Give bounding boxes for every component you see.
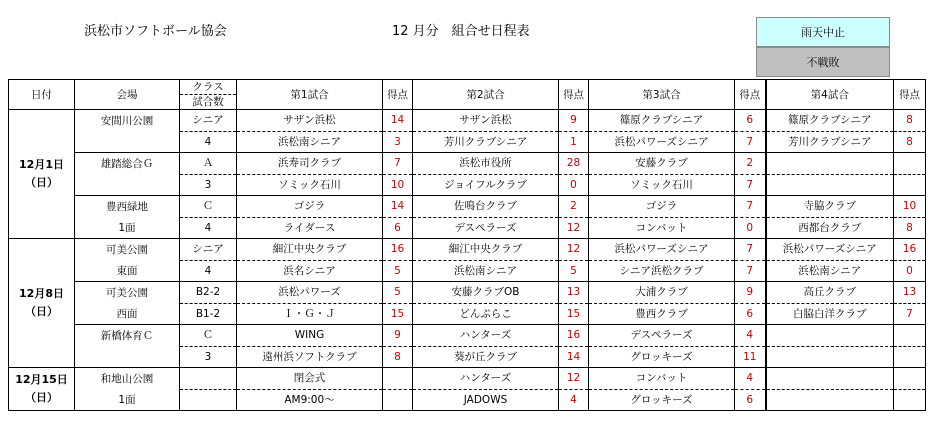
game3-cell: ソミック石川 <box>589 174 735 196</box>
game1-cell: 浜松パワーズ <box>237 282 383 304</box>
class-cell: シニア <box>180 110 237 132</box>
col-venue: 会場 <box>75 80 180 110</box>
game2-cell: 葵が丘クラブ <box>413 346 559 368</box>
table-row <box>9 153 926 175</box>
score2-cell: 12 <box>559 217 589 239</box>
date-cell <box>9 239 75 368</box>
score4-cell <box>894 368 926 390</box>
col-score4: 得点 <box>894 80 926 110</box>
game3-cell: 大浦クラブ <box>589 282 735 304</box>
table-row <box>9 346 926 368</box>
class-cell: 3 <box>180 174 237 196</box>
header-row <box>9 80 926 110</box>
association-title: 浜松市ソフトボール協会 <box>84 24 227 39</box>
score4-cell <box>894 153 926 175</box>
legend-forfeit: 不戦敗 <box>756 47 890 77</box>
date-weekday: （日） <box>25 305 58 318</box>
col-score3: 得点 <box>735 80 766 110</box>
score4-cell: 0 <box>894 260 926 282</box>
score4-cell <box>894 325 926 347</box>
venue-cell: 雄踏総合Ｇ <box>75 153 180 175</box>
class-cell: 4 <box>180 260 237 282</box>
score4-cell <box>894 389 926 411</box>
venue-cell: 東面 <box>75 260 180 282</box>
table-row <box>9 174 926 196</box>
date-weekday: （日） <box>25 391 58 404</box>
score2-cell: 0 <box>559 174 589 196</box>
game3-cell: ゴジラ <box>589 196 735 218</box>
score4-cell: 16 <box>894 239 926 261</box>
table-row <box>9 131 926 153</box>
score3-cell: 7 <box>735 239 766 261</box>
score4-cell <box>894 346 926 368</box>
score3-cell: 4 <box>735 325 766 347</box>
schedule-table <box>8 79 926 411</box>
score1-cell <box>383 389 413 411</box>
score1-cell: 8 <box>383 346 413 368</box>
venue-cell: 可美公園 <box>75 239 180 261</box>
score1-cell: 10 <box>383 174 413 196</box>
score2-cell: 14 <box>559 346 589 368</box>
class-cell: B1-2 <box>180 303 237 325</box>
class-cell: Ｃ <box>180 196 237 218</box>
game2-cell: 芳川クラブシニア <box>413 131 559 153</box>
game2-cell: 浜松南シニア <box>413 260 559 282</box>
score4-cell: 8 <box>894 217 926 239</box>
game4-cell: 篠原クラブシニア <box>766 110 894 132</box>
score2-cell: 5 <box>559 260 589 282</box>
score4-cell: 8 <box>894 110 926 132</box>
table-row <box>9 110 926 132</box>
score4-cell: 10 <box>894 196 926 218</box>
venue-cell: 1面 <box>75 389 180 411</box>
table-row <box>9 389 926 411</box>
game3-cell: 豊西クラブ <box>589 303 735 325</box>
col-games-label: 試合数 <box>192 96 224 108</box>
game2-cell: JADOWS <box>413 389 559 411</box>
class-cell: 4 <box>180 217 237 239</box>
score4-cell: 8 <box>894 131 926 153</box>
class-cell <box>180 368 237 390</box>
game3-cell: 篠原クラブシニア <box>589 110 735 132</box>
col-game3: 第3試合 <box>589 80 735 110</box>
class-cell: シニア <box>180 239 237 261</box>
legend-rain-cancel: 雨天中止 <box>756 17 890 47</box>
game1-cell: 浜寿司クラブ <box>237 153 383 175</box>
score3-cell: 7 <box>735 174 766 196</box>
score1-cell: 7 <box>383 153 413 175</box>
score3-cell: 6 <box>735 389 766 411</box>
game1-cell: 閉会式 <box>237 368 383 390</box>
score3-cell: 7 <box>735 196 766 218</box>
game3-cell: 浜松パワーズシニア <box>589 239 735 261</box>
col-class-label: クラス <box>180 80 236 95</box>
game4-cell: 芳川クラブシニア <box>766 131 894 153</box>
schedule-title: 12 月分 組合せ日程表 <box>392 24 530 39</box>
col-score1: 得点 <box>383 80 413 110</box>
score2-cell: 12 <box>559 239 589 261</box>
game1-cell: WING <box>237 325 383 347</box>
score1-cell: 5 <box>383 282 413 304</box>
game4-cell: 高丘クラブ <box>766 282 894 304</box>
game1-cell: ゴジラ <box>237 196 383 218</box>
score2-cell: 9 <box>559 110 589 132</box>
col-date: 日付 <box>9 80 75 110</box>
table-row <box>9 303 926 325</box>
class-cell: B2-2 <box>180 282 237 304</box>
game2-cell: 安藤クラブOB <box>413 282 559 304</box>
col-class <box>180 80 237 110</box>
game3-cell: シニア浜松クラブ <box>589 260 735 282</box>
game2-cell: ハンターズ <box>413 325 559 347</box>
venue-cell: 和地山公園 <box>75 368 180 390</box>
game4-cell: 浜松南シニア <box>766 260 894 282</box>
game2-cell: デスペラーズ <box>413 217 559 239</box>
venue-cell: 1面 <box>75 217 180 239</box>
score2-cell: 4 <box>559 389 589 411</box>
date-day: 12月15日 <box>15 373 68 386</box>
table-row <box>9 196 926 218</box>
venue-cell <box>75 174 180 196</box>
game1-cell: 細江中央クラブ <box>237 239 383 261</box>
game1-cell: ソミック石川 <box>237 174 383 196</box>
game3-cell: デスペラーズ <box>589 325 735 347</box>
game2-cell: 佐鳴台クラブ <box>413 196 559 218</box>
score3-cell: 6 <box>735 110 766 132</box>
table-row <box>9 217 926 239</box>
score1-cell: 14 <box>383 110 413 132</box>
game1-cell: 浜松南シニア <box>237 131 383 153</box>
game1-cell: 浜名シニア <box>237 260 383 282</box>
game2-cell: ジョイフルクラブ <box>413 174 559 196</box>
class-cell: 4 <box>180 131 237 153</box>
venue-cell: 可美公園 <box>75 282 180 304</box>
score1-cell: 5 <box>383 260 413 282</box>
class-cell: 3 <box>180 346 237 368</box>
score3-cell: 0 <box>735 217 766 239</box>
score1-cell <box>383 368 413 390</box>
score3-cell: 4 <box>735 368 766 390</box>
score2-cell: 13 <box>559 282 589 304</box>
score4-cell: 13 <box>894 282 926 304</box>
game4-cell <box>766 346 894 368</box>
venue-cell: 西面 <box>75 303 180 325</box>
score2-cell: 16 <box>559 325 589 347</box>
venue-cell <box>75 346 180 368</box>
game2-cell: 細江中央クラブ <box>413 239 559 261</box>
date-day: 12月8日 <box>19 287 64 300</box>
date-day: 12月1日 <box>19 158 64 171</box>
score1-cell: 3 <box>383 131 413 153</box>
venue-cell <box>75 131 180 153</box>
col-score2: 得点 <box>559 80 589 110</box>
game2-cell: サザン浜松 <box>413 110 559 132</box>
score3-cell: 11 <box>735 346 766 368</box>
score1-cell: 9 <box>383 325 413 347</box>
game4-cell: 寺脇クラブ <box>766 196 894 218</box>
game3-cell: グロッキーズ <box>589 346 735 368</box>
score3-cell: 7 <box>735 131 766 153</box>
game2-cell: ハンターズ <box>413 368 559 390</box>
score4-cell: 7 <box>894 303 926 325</box>
date-cell <box>9 110 75 239</box>
table-row <box>9 325 926 347</box>
score2-cell: 15 <box>559 303 589 325</box>
score2-cell: 28 <box>559 153 589 175</box>
venue-cell: 豊西緑地 <box>75 196 180 218</box>
game4-cell <box>766 368 894 390</box>
table-row <box>9 368 926 390</box>
table-row <box>9 282 926 304</box>
venue-cell: 安間川公園 <box>75 110 180 132</box>
game3-cell: 安藤クラブ <box>589 153 735 175</box>
score1-cell: 15 <box>383 303 413 325</box>
date-weekday: （日） <box>25 176 58 189</box>
game1-cell: ライダース <box>237 217 383 239</box>
class-cell: Ａ <box>180 153 237 175</box>
venue-cell: 新橋体育Ｃ <box>75 325 180 347</box>
score1-cell: 14 <box>383 196 413 218</box>
game4-cell <box>766 325 894 347</box>
game2-cell: 浜松市役所 <box>413 153 559 175</box>
score3-cell: 7 <box>735 260 766 282</box>
game4-cell: 西都台クラブ <box>766 217 894 239</box>
col-game4: 第4試合 <box>766 80 894 110</box>
game2-cell: どんぶらこ <box>413 303 559 325</box>
game1-cell: AM9:00～ <box>237 389 383 411</box>
game4-cell: 浜松パワーズシニア <box>766 239 894 261</box>
game1-cell: 遠州浜ソフトクラブ <box>237 346 383 368</box>
score4-cell <box>894 174 926 196</box>
col-game1: 第1試合 <box>237 80 383 110</box>
game4-cell <box>766 389 894 411</box>
score1-cell: 6 <box>383 217 413 239</box>
score3-cell: 9 <box>735 282 766 304</box>
game1-cell: サザン浜松 <box>237 110 383 132</box>
score2-cell: 1 <box>559 131 589 153</box>
col-game2: 第2試合 <box>413 80 559 110</box>
game4-cell <box>766 153 894 175</box>
game3-cell: コンバット <box>589 368 735 390</box>
table-row <box>9 239 926 261</box>
game4-cell: 白脇白洋クラブ <box>766 303 894 325</box>
date-cell <box>9 368 75 411</box>
score2-cell: 12 <box>559 368 589 390</box>
class-cell <box>180 389 237 411</box>
game1-cell: Ｉ・Ｇ・Ｊ <box>237 303 383 325</box>
class-cell: Ｃ <box>180 325 237 347</box>
table-row <box>9 260 926 282</box>
score3-cell: 2 <box>735 153 766 175</box>
game3-cell: グロッキーズ <box>589 389 735 411</box>
game4-cell <box>766 174 894 196</box>
score3-cell: 6 <box>735 303 766 325</box>
score1-cell: 16 <box>383 239 413 261</box>
game3-cell: コンバット <box>589 217 735 239</box>
score2-cell: 2 <box>559 196 589 218</box>
game3-cell: 浜松パワーズシニア <box>589 131 735 153</box>
